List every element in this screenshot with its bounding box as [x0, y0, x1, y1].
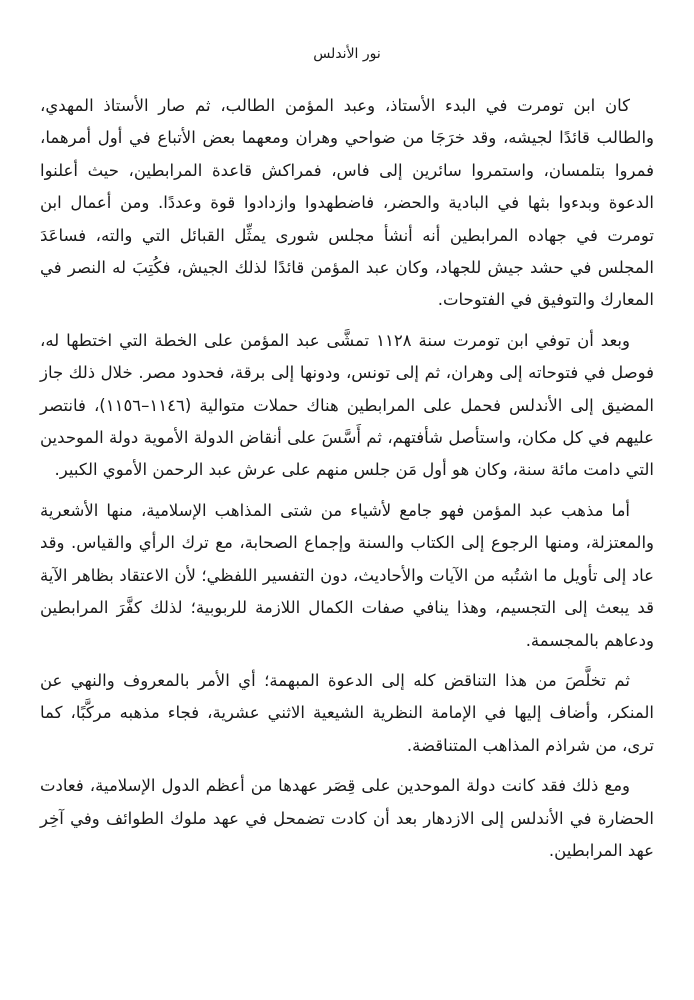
- paragraph-4: ثم تخلَّصَ من هذا التناقض كله إلى الدعوة المبهمة؛ أي الأمر بالمعروف والنهي عن المنكر، وأضاف إليها في الإمامة النظرية الشيعية الاثني عشرية، فجاء مذهبه مركَّبًا، كما ترى، من شراذم المذاهب المتناقضة.: [40, 670, 654, 755]
- running-header: نور الأندلس: [313, 46, 381, 62]
- paragraph-1: كان ابن تومرت في البدء الأستاذ، وعبد المؤمن الطالب، ثم صار الأستاذ المهدي، والطالب قائدًا لجيشه، وقد خرَجَا من ضواحي وهران ومعهما بعض الأتباع في أول أمرهما، فمروا بتلمسان، واستمروا سائرين إلى فاس، فمراكش قاعدة المرابطين، حيث أعلنوا الدعوة وبدءوا بثها في البادية والحضر، فاضطهدوا وازدادوا قوة وعددًا. ومن أعمال ابن تومرت في جهاده المرابطين أنه أنشأ مجلس شورى يمثِّل القبائل التي والته، فساعَدَ المجلس في حشد جيش للجهاد، وكان عبد المؤمن قائدًا لذلك الجيش، فكُتِبَ له النصر في المعارك والتوفيق في الفتوحات.: [40, 96, 654, 310]
- paragraph-3: أما مذهب عبد المؤمن فهو جامع لأشياء من شتى المذاهب الإسلامية، منها الأشعرية والمعتزلة، ومنها الرجوع إلى الكتاب والسنة وإجماع الصحابة، مع ترك الرأي والقياس. وقد عاد إلى تأويل ما اشتُبه من الآيات والأحاديث، دون التفسير اللفظي؛ لأن الاعتقاد بظاهر الآية قد يبعث إلى التجسيم، وهذا ينافي صفات الكمال اللازمة للربوبية؛ لذلك كفَّرَ المرابطين ودعاهم بالمجسمة.: [40, 500, 654, 650]
- paragraph-5: ومع ذلك فقد كانت دولة الموحدين على قِصَر عهدها من أعظم الدول الإسلامية، فعادت الحضارة في الأندلس إلى الازدهار بعد أن كادت تضمحل في عهد ملوك الطوائف وفي آخِر عهد المرابطين.: [40, 776, 654, 860]
- page-body: [40, 90, 654, 867]
- paragraph-2: وبعد أن توفي ابن تومرت سنة ١١٢٨ تمشَّى عبد المؤمن على الخطة التي اختطها له، فوصل في فتوحاته إلى وهران، ثم إلى تونس، ودونها إلى برقة، فحدود مصر. خلال ذلك جاز المضيق إلى الأندلس فحمل على المرابطين هناك حملات متوالية (١١٤٦–١١٥٦)، فانتصر عليهم في كل مكان، واستأصل شأفتهم، ثم أَسَّسَ على أنقاض الدولة الأموية دولة الموحدين التي دامت مائة سنة، وكان هو أول مَن جلس منهم على عرش عبد الرحمن الأموي الكبير.: [40, 330, 655, 480]
